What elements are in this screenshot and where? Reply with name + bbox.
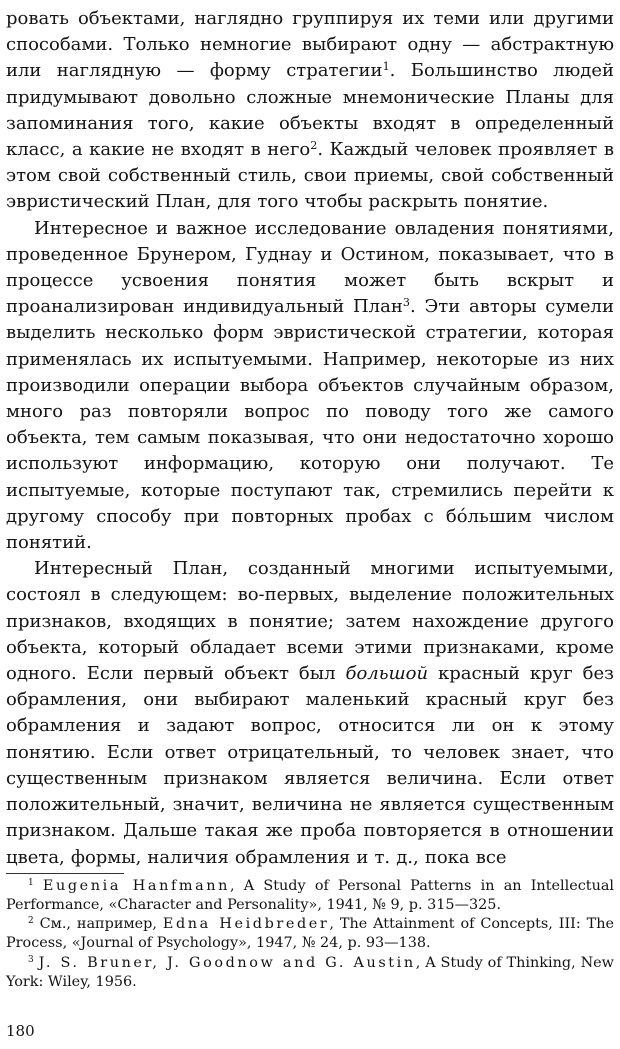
page-number: 180	[6, 1022, 35, 1040]
footnote-3: $^3$ J. S. Bruner, J. Goodnow and G. Austin, A Study of Thinking, New York: Wiley, 1956.	[6, 954, 614, 990]
footnote-ref-3: 3	[402, 296, 410, 310]
footnote-ref-1: 1	[382, 60, 390, 74]
main-text	[6, 6, 614, 871]
paragraph-1: ровать объектами, наглядно группируя их теми или другими способами. Только немногие выбирают одну — абстрактную или наглядную — форму стратегии$^1$. Большинство людей придумывают довольно сложные мнемонические Планы для запоминания того, какие объекты входят в определенный класс, а какие не входят в него$^2$. Каждый человек проявляет в этом свой собственный стиль, свои приемы, свой собственный эвристический План, для того чтобы раскрыть понятие.	[6, 8, 614, 213]
footnote-divider	[6, 873, 124, 874]
footnote-ref-2: 2	[310, 138, 318, 152]
paragraph-3: Интересный План, созданный многими испытуемыми, состоял в следующем: во-первых, выделение положительных признаков, входящих в понятие; затем нахождение другого объекта, который обладает всеми этими признаками, кроме одного. Если первый объект был большой красный круг без обрамления, они выбирают маленький красный круг без обрамления и задают вопрос, относится ли он к этому понятию. Если ответ отрицательный, то человек знает, что существенным признаком является величина. Если ответ положительный, значит, величина не является существенным признаком. Дальше такая же проба повторяется в отношении цвета, формы, наличия обрамления и т. д., пока все	[6, 558, 614, 868]
footnote-2: $^2$ См., например, Edna Heidbreder, The Attainment of Concepts, III: The Process, «Journal of Psychology», 1947, № 24, p. 93—138.	[6, 916, 614, 952]
footnote-1: $^1$ Eugenia Hanfmann, A Study of Personal Patterns in an Intellectual Performance, «Character and Personality», 1941, № 9, p. 315—325.	[6, 877, 615, 913]
emphasis-word: большой	[345, 663, 429, 685]
paragraph-2: Интересное и важное исследование овладения понятиями, проведенное Брунером, Гуднау и Остином, показывает, что в процессе усвоения понятия может быть вскрыт и проанализирован индивидуальный План$^3$. Эти авторы сумели выделить несколько форм эвристической стратегии, которая применялась их испытуемыми. Например, некоторые из них производили операции выбора объектов случайным образом, много раз повторяли вопрос по поводу того же самого объекта, тем самым показывая, что они недостаточно хорошо используют информацию, которую они получают. Те испытуемые, которые поступают так, стремились перейти к другому способу при повторных пробах с бо́льшим числом понятий.	[6, 217, 614, 554]
footnotes	[6, 877, 614, 992]
